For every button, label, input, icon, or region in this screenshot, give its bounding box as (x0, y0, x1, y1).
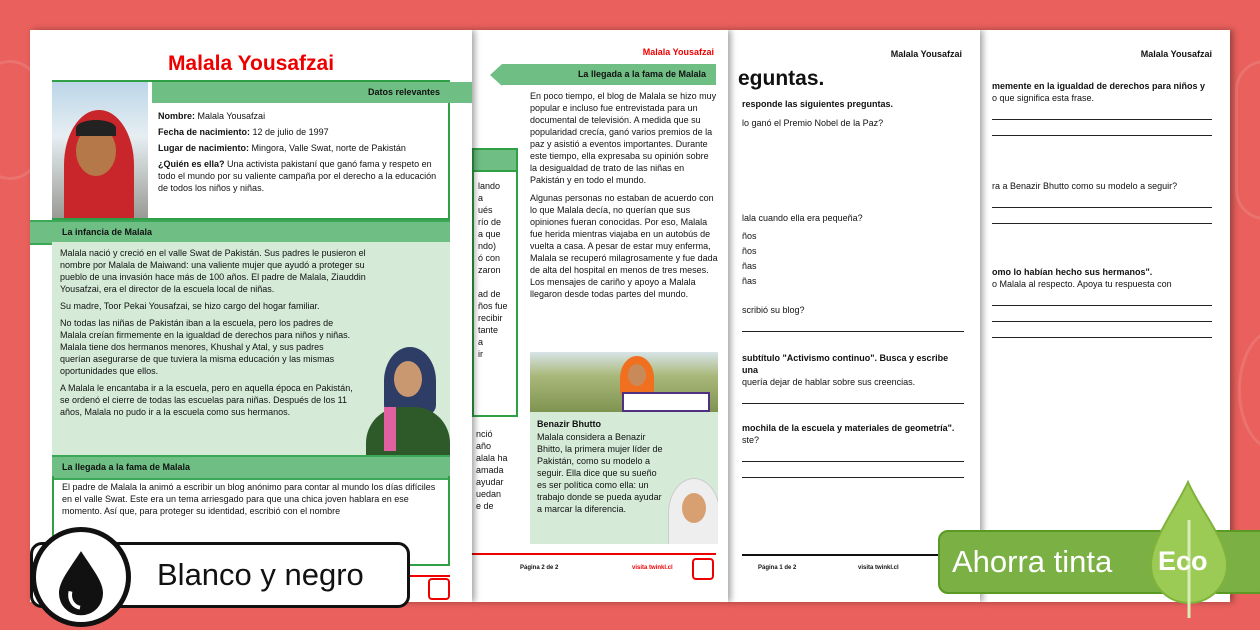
malala-portrait (52, 82, 148, 218)
text-fragment: zaron (478, 265, 501, 275)
fact-value: Mingora, Valle Swat, norte de Pakistán (249, 143, 406, 153)
background-decoration (1238, 330, 1260, 450)
answer-line[interactable] (742, 403, 964, 404)
worksheet-heading: eguntas. (738, 67, 825, 90)
question-text: lo ganó el Premio Nobel de la Paz? (742, 118, 884, 128)
worksheet-page-1 (30, 30, 472, 602)
text-fragment: nció (476, 429, 493, 439)
fact-value: 12 de julio de 1997 (250, 127, 329, 137)
text-fragment: río de (478, 217, 502, 227)
running-title: Malala Yousafzai (890, 49, 962, 59)
text-fragment: lando (478, 181, 501, 191)
question-text: o que significa esta frase. (992, 93, 1095, 103)
text-fragment: a (478, 337, 484, 347)
question-text: lala cuando ella era pequeña? (742, 213, 863, 223)
text-fragment: recibir (478, 313, 503, 323)
page-title: Malala Yousafzai (167, 52, 335, 75)
black-and-white-badge (30, 542, 410, 608)
text-fragment: a (478, 193, 484, 203)
badge-label: Ahorra tinta (952, 544, 1113, 579)
answer-line[interactable] (992, 135, 1212, 136)
text-fragment: ndo) (478, 241, 497, 251)
text-fragment: ó con (478, 253, 501, 263)
arrow-icon (490, 64, 502, 86)
option-item[interactable]: ñas (742, 276, 757, 286)
text-fragment: año (476, 441, 492, 451)
question-text: subtítulo "Activismo continuo". Busca y escribe una (742, 353, 949, 375)
fact-label: Fecha de nacimiento: (158, 127, 251, 137)
malala-illustration (530, 352, 718, 412)
text-fragment: e de (476, 501, 494, 511)
question-text: quería dejar de hablar sobre sus creencias. (742, 377, 916, 387)
text-fragment: alala ha (476, 453, 508, 463)
childhood-box (52, 242, 450, 455)
question-text: ra a Benazir Bhutto como su modelo a seguir? (992, 181, 1178, 191)
question-block (742, 352, 964, 404)
paragraph: Algunas personas no estaban de acuerdo con lo que Malala decía, no querían que sus opiniones fueran conocidas. Por eso, Malala fue herida mientras viajaba en un autobús de vuelta a casa. A pesar de estar muy enferma, Malala se recuperó milagrosamente y fue dada de alta del hospital en menos de tres meses. Los mensajes de cariño y apoyo a Malala llegaron desde todas partes del mundo. (530, 193, 718, 299)
malala-school-illustration (366, 347, 450, 455)
facts-header: Datos relevantes (152, 82, 472, 103)
text-fragment: ayudar (476, 477, 504, 487)
footer-rule (472, 553, 716, 555)
background-decoration (1235, 60, 1260, 220)
paragraph: No todas las niñas de Pakistán iban a la escuela, pero los padres de Malala creían firmemente en la igualdad de derechos para niños y niñas. Malala tiene dos hermanos menores, Khushal y Atal, y sus padres querían asegurarse de que tuviera la misma educación y las mismas oportunidades que ellos. (60, 318, 351, 376)
fact-value: Malala Yousafzai (195, 111, 266, 121)
answer-line[interactable] (742, 477, 964, 478)
question-text: memente en la igualdad de derechos para niños y (992, 81, 1206, 91)
text-fragment: tante (478, 325, 499, 335)
question-text: o Malala al respecto. Apoya tu respuesta con (992, 279, 1172, 289)
text-fragment: amada (476, 465, 504, 475)
option-item[interactable]: ñas (742, 261, 757, 271)
bhutto-title: Benazir Bhutto (537, 419, 601, 429)
text-fragment (478, 276, 516, 288)
answer-line[interactable] (992, 207, 1212, 208)
question-text: ste? (742, 435, 760, 445)
badge-label: Blanco y negro (157, 557, 364, 592)
fact-item (158, 126, 446, 138)
question-block (742, 304, 964, 332)
paragraph: Malala nació y creció en el valle Swat de Pakistán. Sus padres le pusieron el nombre por Malala de Maiwand: una valiente mujer que ayudó a proteger su pueblo de una invasión hace más de 100 años. El padre de Malala, Ziauddin Yousafzai, era el director de la escuela local de niñas. (60, 248, 366, 294)
section-header: La llegada a la fama de Malala (502, 64, 716, 85)
answer-line[interactable] (992, 305, 1212, 306)
bhutto-illustration (668, 478, 718, 544)
question-block (992, 80, 1212, 136)
fact-label: Nombre: (158, 111, 196, 121)
bhutto-box (530, 412, 718, 544)
question-text: mochila de la escuela y materiales de geometría". (742, 423, 955, 433)
question-block (992, 180, 1212, 224)
answer-line[interactable] (992, 321, 1212, 322)
fact-item (158, 142, 446, 154)
text-fragment: ir (478, 349, 483, 359)
bhutto-text: Malala considera a Benazir Bhitto, la primera mujer líder de Pakistán, como su modelo a seguir. Ella dice que su sueño es ser política como ella: un trabajo donde se pueda ayudar a marcar la diferencia. (537, 432, 663, 514)
question-text: omo lo habían hecho sus hermanos". (992, 267, 1153, 277)
paragraph: En poco tiempo, el blog de Malala se hizo muy popular e incluso fue entrevistada para un documental de televisión. A medida que su popularidad crecía, ganó varios premios de la paz y asistió a eventos importantes. Durante este tiempo, ella expresaba su opinión sobre la desigualdad de trato de las niñas en Pakistán y en todo el mundo. (530, 91, 717, 185)
footer-site: visita twinkl.cl (858, 565, 899, 571)
twinkl-logo (692, 558, 714, 580)
answer-line[interactable] (742, 461, 964, 462)
worksheet-page-2 (472, 30, 728, 602)
option-item[interactable]: ños (742, 246, 757, 256)
running-title: Malala Yousafzai (642, 47, 714, 57)
page-number: Página 1 de 2 (758, 565, 797, 571)
question-text: scribió su blog? (742, 305, 805, 315)
facts-list (158, 110, 446, 198)
text-fragment: a que (478, 229, 501, 239)
section-header: La infancia de Malala (30, 220, 450, 245)
paragraph: Su madre, Toor Pekai Yousafzai, se hizo cargo del hogar familiar. (60, 301, 320, 311)
footer-site: visita twinkl.cl (632, 565, 673, 571)
text-fragment: uedan (476, 489, 502, 499)
fact-label: Lugar de nacimiento: (158, 143, 250, 153)
section-header-fragment (472, 148, 518, 172)
fact-item (158, 110, 446, 122)
answer-line[interactable] (742, 331, 964, 332)
ink-drop-icon (31, 527, 131, 627)
fact-label: ¿Quién es ella? (158, 159, 225, 169)
fact-value: Una activista pakistaní que ganó fama y respeto en todo el mundo por su valiente campaña por el derecho a la educación de todos los niños y niñas. (158, 159, 437, 193)
text-fragment: ad de (478, 289, 501, 299)
option-list (742, 230, 757, 290)
section-header: La llegada a la fama de Malala (52, 455, 450, 480)
fact-item (158, 158, 446, 194)
worksheet-page-3 (728, 30, 980, 602)
paragraph: A Malala le encantaba ir a la escuela, pero en aquella época en Pakistán, se ordenó el cierre de todas las escuelas para niñas. Después de los 11 años, Malala no pudo ir a la escuela como sus hermanos. (60, 383, 353, 417)
text-box-fragment (472, 172, 518, 417)
eco-label: Eco (1158, 546, 1208, 576)
question-block (742, 422, 964, 478)
text-fragment: ños fue (478, 301, 508, 311)
question-block (992, 266, 1212, 338)
option-item[interactable]: ños (742, 231, 757, 241)
answer-line[interactable] (992, 337, 1212, 338)
answer-line[interactable] (992, 119, 1212, 120)
instruction-text: responde las siguientes preguntas. (742, 99, 894, 109)
fame-text (530, 90, 718, 300)
text-fragment: ués (478, 205, 493, 215)
footer-rule (742, 554, 966, 556)
page-number: Página 2 de 2 (520, 565, 559, 571)
twinkl-logo (428, 578, 450, 600)
fame-text: El padre de Malala la animó a escribir un blog anónimo para contar al mundo los días difíciles en el valle Swat. Este era un tema arriesgado para que una chica joven hablara en ese momento. Así que, para proteger su identidad, escribió con el nombre (62, 482, 436, 516)
running-title: Malala Yousafzai (1140, 49, 1212, 59)
answer-line[interactable] (992, 223, 1212, 224)
